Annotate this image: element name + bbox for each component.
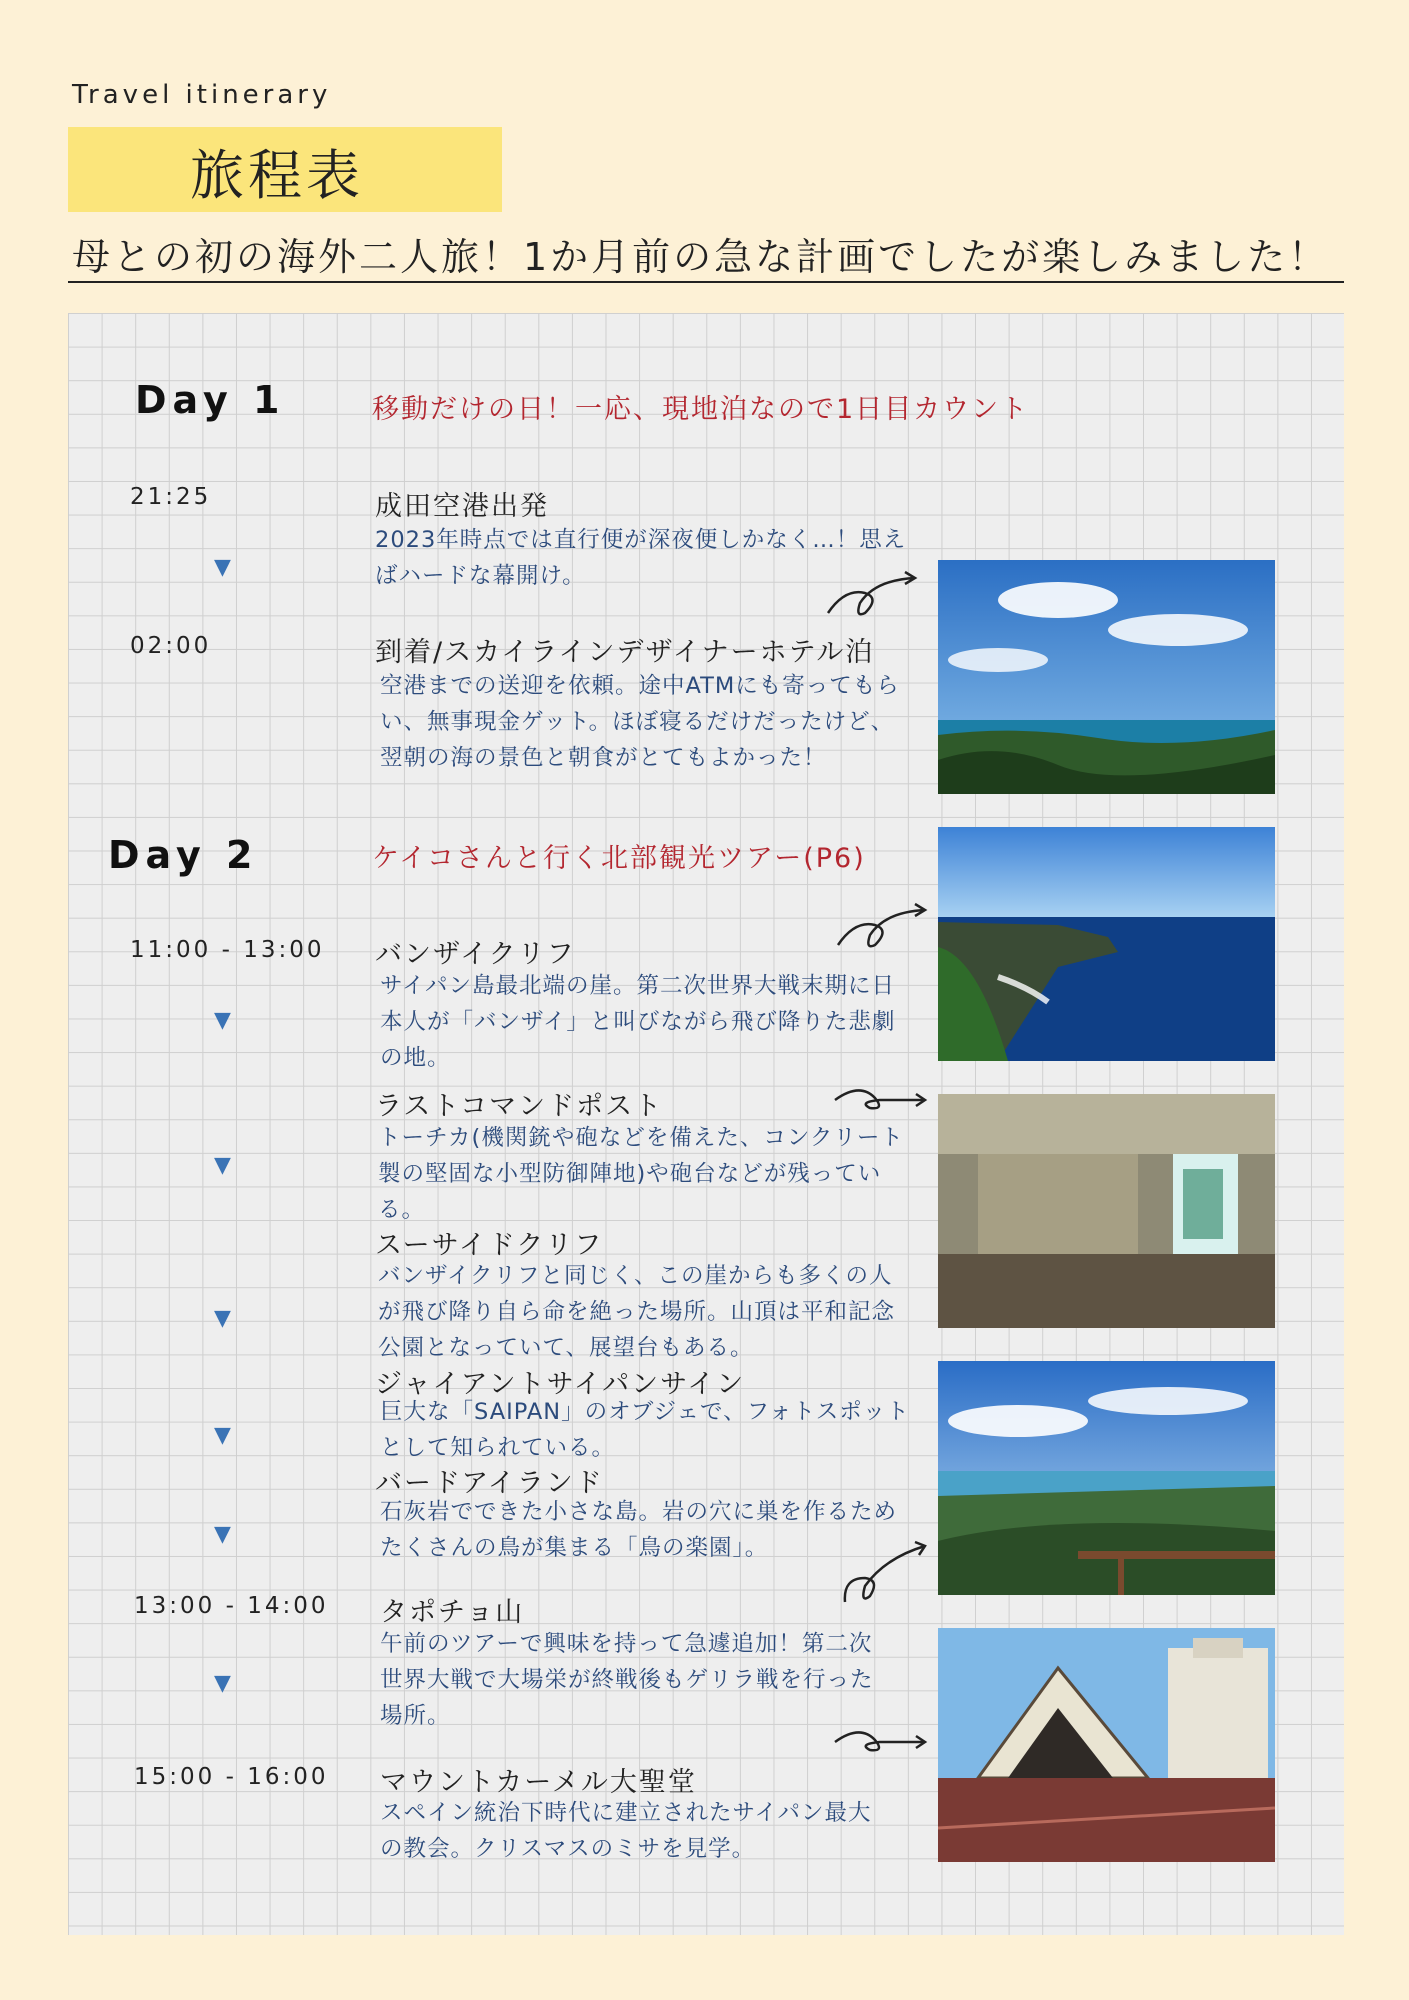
entry-time: 11:00 - 13:00 — [130, 937, 325, 963]
entry-title: ラストコマンドポスト — [375, 1091, 664, 1122]
entry-description: バンザイクリフと同じく、この崖からも多くの人が飛び降り自ら命を絶った場所。山頂は平和記念公園となっていて、展望台もある。 — [378, 1263, 896, 1361]
subtitle-en: Travel itinerary — [72, 80, 332, 110]
entry-description: 2023年時点では直行便が深夜便しかなく…！思えばハードな幕開け。 — [375, 527, 907, 589]
entry-title: ジャイアントサイパンサイン — [375, 1369, 746, 1400]
entry-title: 成田空港出発 — [375, 491, 549, 522]
down-arrow-icon: ▼ — [214, 1671, 231, 1696]
entry-title: バードアイランド — [375, 1468, 604, 1499]
entry-title: タポチョ山 — [380, 1597, 525, 1628]
down-arrow-icon: ▼ — [214, 1423, 231, 1448]
curl-arrow-icon — [835, 1538, 935, 1608]
curl-arrow-icon — [830, 900, 930, 955]
entry-time: 02:00 — [130, 633, 212, 659]
entry-title: スーサイドクリフ — [375, 1230, 604, 1261]
entry-description: 巨大な「SAIPAN」のオブジェで、フォトスポットとして知られている。 — [380, 1399, 910, 1461]
entry-title: マウントカーメル大聖堂 — [380, 1767, 697, 1798]
page-title: 旅程表 — [190, 144, 364, 207]
mount-carmel-cathedral-photo — [938, 1628, 1275, 1862]
down-arrow-icon: ▼ — [214, 1153, 231, 1178]
entry-title: バンザイクリフ — [375, 939, 576, 970]
entry-time: 21:25 — [130, 484, 212, 510]
day-2-note: ケイコさんと行く北部観光ツアー(P6) — [372, 843, 866, 874]
curl-arrow-icon — [820, 568, 920, 623]
entry-description: 石灰岩でできた小さな島。岩の穴に巣を作るためたくさんの鳥が集まる「鳥の楽園」。 — [380, 1499, 898, 1561]
last-command-post-photo — [938, 1094, 1275, 1328]
day-1-note: 移動だけの日！一応、現地泊なので1日目カウント — [372, 394, 1030, 425]
entry-description: 午前のツアーで興味を持って急遽追加！第二次世界大戦で大場栄が終戦後もゲリラ戦を行った場所。 — [380, 1631, 874, 1729]
down-arrow-icon: ▼ — [214, 555, 231, 580]
entry-description: トーチカ(機関銃や砲などを備えた、コンクリート製の堅固な小型防御陣地)や砲台などが残っている。 — [378, 1125, 904, 1223]
entry-time: 13:00 - 14:00 — [134, 1593, 329, 1619]
curl-arrow-icon — [830, 1722, 930, 1762]
banzai-cliff-photo — [938, 827, 1275, 1061]
entry-description: サイパン島最北端の崖。第二次世界大戦末期に日本人が「バンザイ」と叫びながら飛び降りた悲劇の地。 — [380, 973, 896, 1071]
ocean-view-hotel-photo — [938, 560, 1275, 794]
entry-description: スペイン統治下時代に建立されたサイパン最大の教会。クリスマスのミサを見学。 — [380, 1800, 872, 1862]
down-arrow-icon: ▼ — [214, 1522, 231, 1547]
mount-tapochau-view-photo — [938, 1361, 1275, 1595]
divider — [68, 281, 1344, 283]
down-arrow-icon: ▼ — [214, 1306, 231, 1331]
entry-description: 空港までの送迎を依頼。途中ATMにも寄ってもらい、無事現金ゲット。ほぼ寝るだけだったけど、翌朝の海の景色と朝食がとてもよかった！ — [380, 673, 900, 771]
lead-text: 母との初の海外二人旅！1か月前の急な計画でしたが楽しみました！ — [72, 235, 1330, 279]
day-1-label: Day 1 — [135, 378, 286, 422]
entry-time: 15:00 - 16:00 — [134, 1764, 329, 1790]
entry-title: 到着/スカイラインデザイナーホテル泊 — [375, 637, 875, 668]
down-arrow-icon: ▼ — [214, 1008, 231, 1033]
curl-arrow-icon — [830, 1080, 930, 1120]
day-2-label: Day 2 — [108, 833, 259, 877]
